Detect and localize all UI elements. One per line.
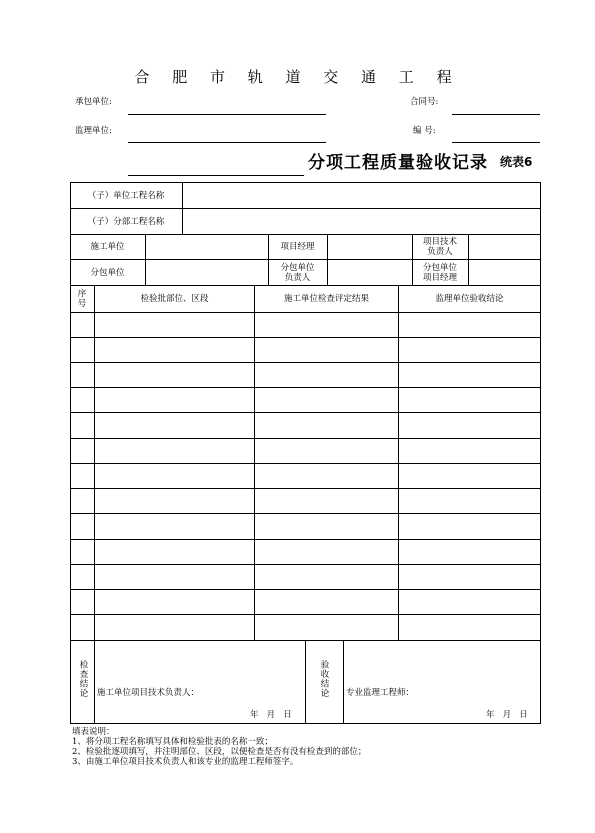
check-conclusion-label: 检查结论 xyxy=(78,660,88,698)
subcontract-unit-label: 分包单位 xyxy=(90,267,125,278)
note-item: 3、由施工单位项目技术负责人和该专业的监理工程师签字。 xyxy=(72,757,299,767)
col-divider xyxy=(343,640,344,724)
sub-lead-value[interactable] xyxy=(328,260,412,285)
tech-lead-label-line2: 负责人 xyxy=(427,247,453,257)
row-divider xyxy=(70,362,541,363)
row-divider xyxy=(70,614,541,615)
contractor-field[interactable] xyxy=(128,114,326,115)
sub-unit-project-label: （子）单位工程名称 xyxy=(87,190,165,201)
row-divider xyxy=(70,539,541,540)
construction-unit-label: 施工单位 xyxy=(90,242,125,252)
subcontract-unit-value[interactable] xyxy=(146,260,268,285)
notes-heading: 填表说明： xyxy=(72,727,115,737)
row-divider xyxy=(70,412,541,413)
check-signer-label: 施工单位项目技术负责人： xyxy=(97,688,200,698)
check-date: 年 月 日 xyxy=(250,710,292,720)
accept-signer-label: 专业监理工程师： xyxy=(346,688,415,698)
accept-date: 年 月 日 xyxy=(486,710,528,720)
tech-lead-value[interactable] xyxy=(469,235,540,259)
sub-lead-label-line1: 分包单位 xyxy=(280,262,315,273)
col-header-seq xyxy=(70,286,94,312)
col-header-seq-line1: 序 xyxy=(77,289,87,299)
row-divider xyxy=(70,589,541,590)
row-divider xyxy=(70,387,541,388)
number-label: 编 号: xyxy=(413,126,436,136)
page-title: 合 肥 市 轨 道 交 通 工 程 xyxy=(134,68,461,86)
form-code: 统表6 xyxy=(500,155,533,169)
supervisor-label: 监理单位: xyxy=(75,126,112,136)
sub-lead-label-line2: 负责人 xyxy=(284,272,311,283)
row-divider xyxy=(70,312,541,313)
contract-no-field[interactable] xyxy=(452,114,540,115)
col-header-supervision-conclusion: 监理单位验收结论 xyxy=(435,294,504,304)
row-divider xyxy=(70,337,541,338)
form-title: 分项工程质量验收记录 xyxy=(308,153,488,173)
note-item: 2、检验批逐项填写，并注明部位、区段，以便检查是否有没有检查到的部位； xyxy=(72,747,367,757)
sub-pm-value[interactable] xyxy=(469,260,540,285)
sub-pm-label-line2: 项目经理 xyxy=(422,272,457,283)
row-divider xyxy=(70,488,541,489)
row-divider xyxy=(70,463,541,464)
row-divider xyxy=(70,513,541,514)
sub-unit-project-value[interactable] xyxy=(183,183,540,208)
note-item: 1、将分项工程名称填写具体和检验批表的名称一致； xyxy=(72,737,273,747)
sub-pm-label-line1: 分包单位 xyxy=(422,262,457,273)
col-divider xyxy=(398,285,399,640)
number-field[interactable] xyxy=(452,142,540,143)
contract-no-label: 合同号: xyxy=(410,97,439,107)
sub-lead-label xyxy=(268,260,327,285)
col-divider xyxy=(254,285,255,640)
row-divider xyxy=(70,564,541,565)
row-divider xyxy=(70,438,541,439)
supervisor-field[interactable] xyxy=(128,142,326,143)
sub-pm-label xyxy=(412,260,468,285)
sub-division-project-value[interactable] xyxy=(183,209,540,234)
col-divider xyxy=(94,285,95,724)
col-header-seq-line2: 号 xyxy=(77,299,87,309)
project-name-field[interactable] xyxy=(128,175,304,176)
project-manager-value[interactable] xyxy=(328,235,412,259)
construction-unit-value[interactable] xyxy=(146,235,268,259)
col-divider xyxy=(305,640,306,724)
notes xyxy=(72,727,366,767)
sub-division-project-label: （子）分部工程名称 xyxy=(87,216,165,227)
project-manager-label: 项目经理 xyxy=(280,242,315,252)
tech-lead-label xyxy=(412,235,468,259)
accept-conclusion-label: 验收结论 xyxy=(319,660,329,698)
col-header-batch: 检验批部位、区段 xyxy=(140,294,209,304)
contractor-label: 承包单位: xyxy=(75,97,112,107)
tech-lead-label-line1: 项目技术 xyxy=(422,237,457,247)
col-header-construction-result: 施工单位检查评定结果 xyxy=(283,294,369,304)
